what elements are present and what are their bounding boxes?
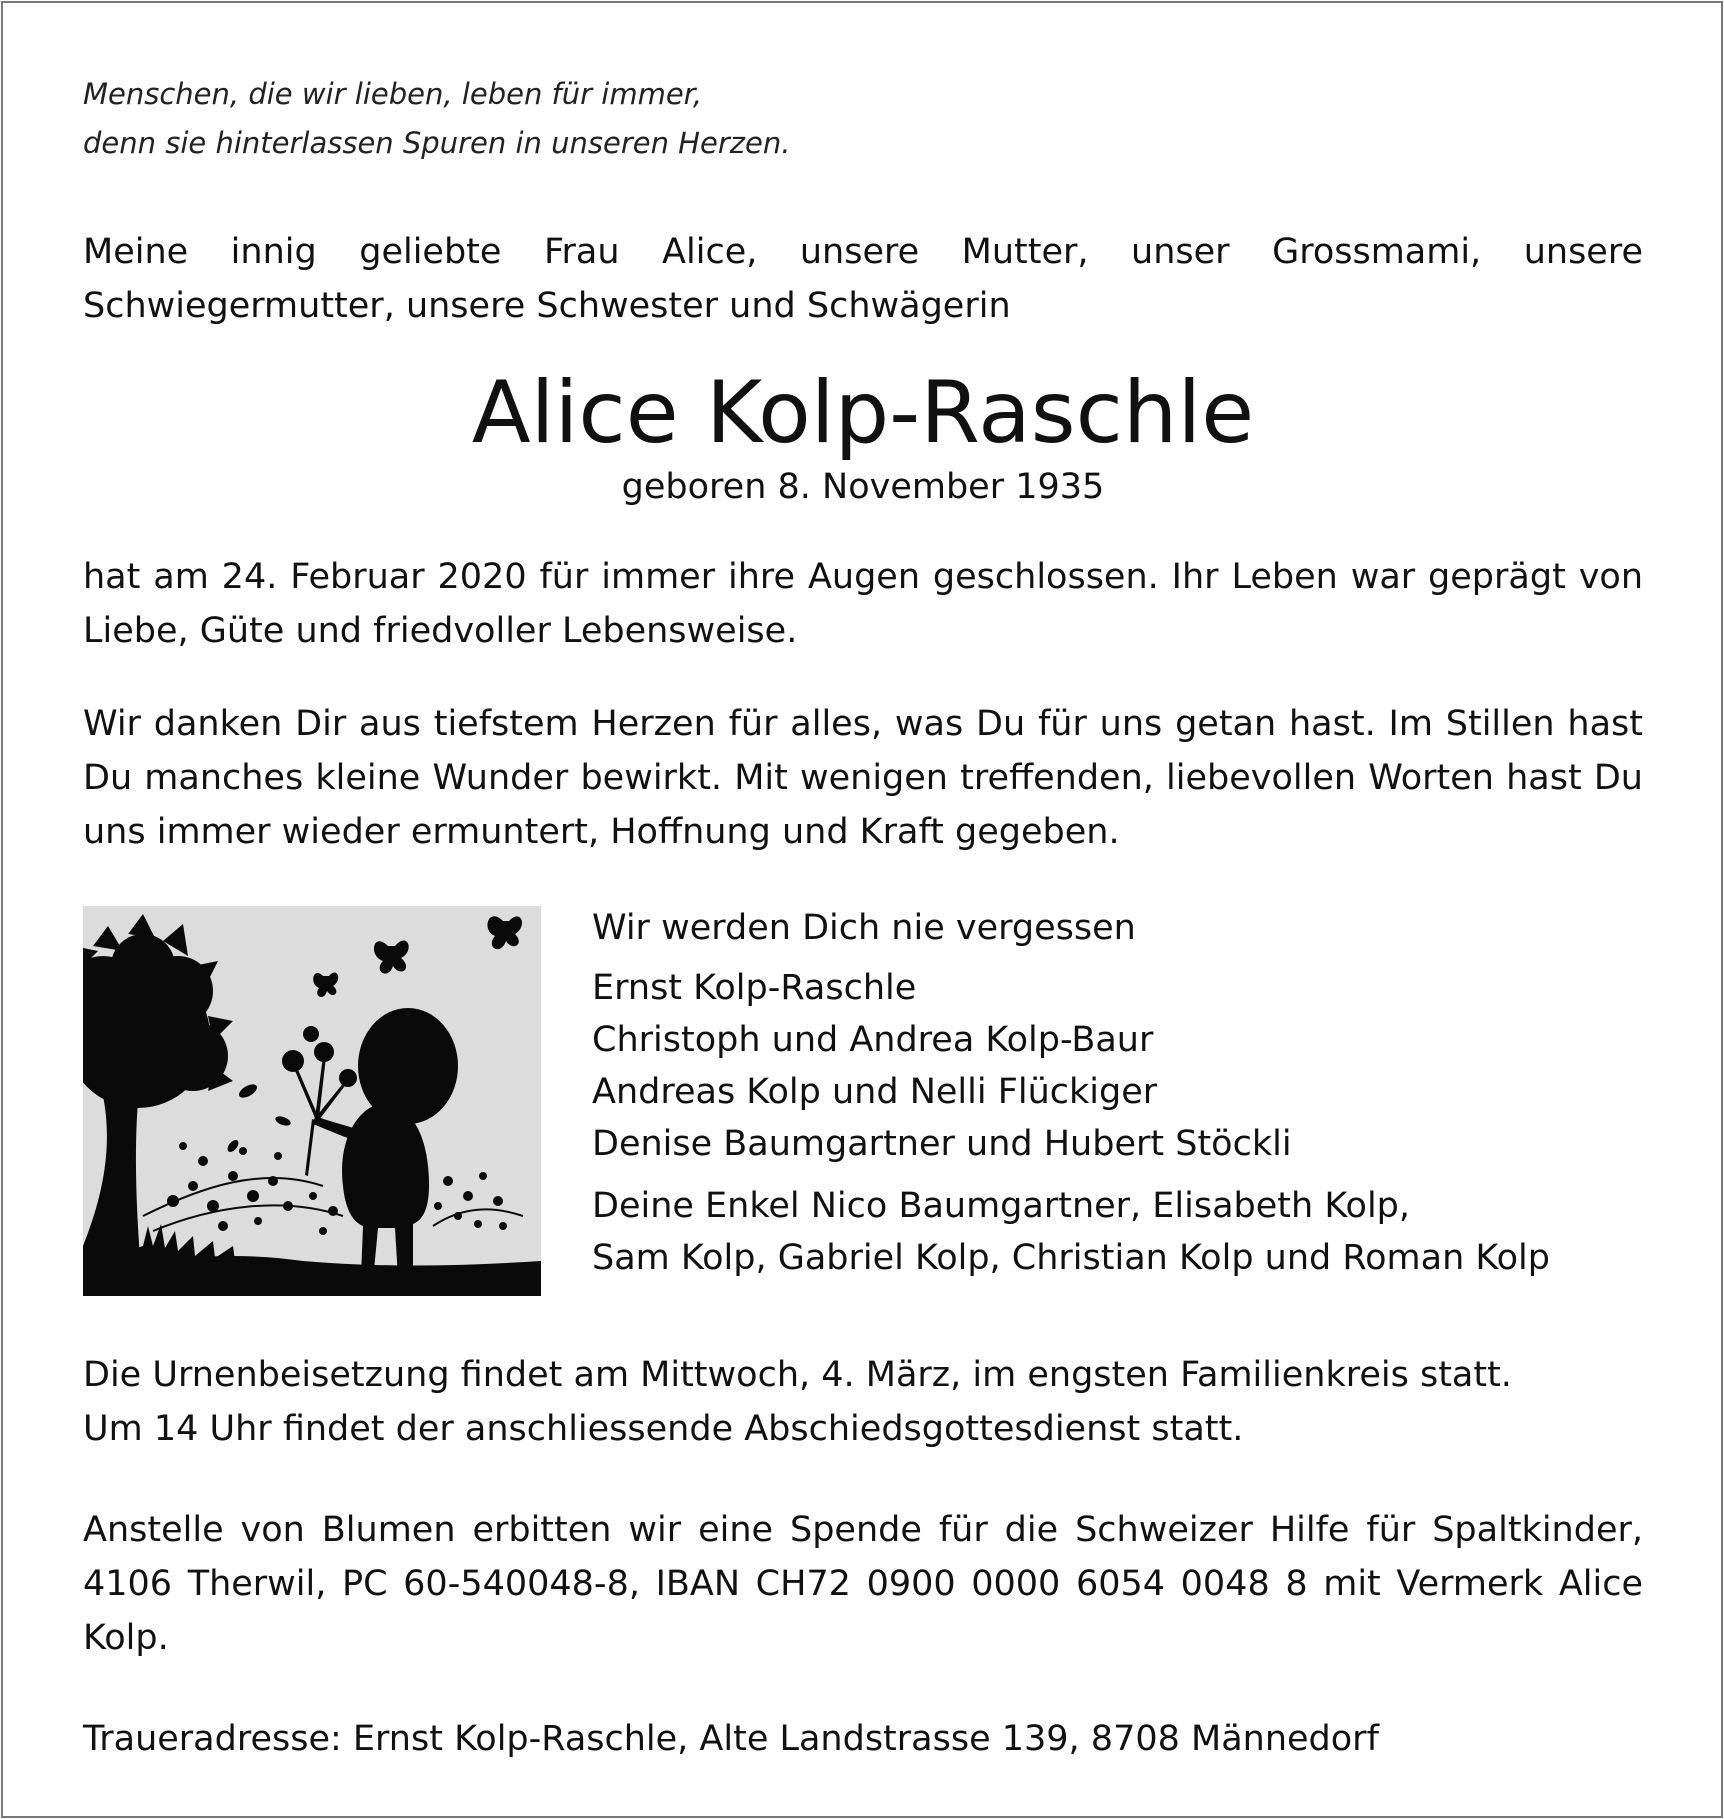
intro-text: Meine innig geliebte Frau Alice, unsere Mutter, unser Grossmami, unsere Schwiegermutter, unsere Schwester und Schwägerin xyxy=(83,232,1643,326)
family-members xyxy=(592,962,1652,1170)
signers-list xyxy=(592,902,1652,1284)
grandchildren xyxy=(592,1180,1652,1284)
family-member: Ernst Kolp-Raschle xyxy=(592,968,917,1008)
grandchildren-line: Sam Kolp, Gabriel Kolp, Christian Kolp und Roman Kolp xyxy=(592,1238,1550,1278)
death-text: hat am 24. Februar 2020 für immer ihre Augen geschlossen. Ihr Leben war geprägt von Liebe, Güte und friedvoller Lebensweise. xyxy=(83,557,1643,651)
family-member: Denise Baumgartner und Hubert Stöckli xyxy=(592,1124,1292,1164)
family-member: Christoph und Andrea Kolp-Baur xyxy=(592,1020,1154,1060)
birth-date: geboren 8. November 1935 xyxy=(621,467,1105,507)
mourning-address: Traueradresse: Ernst Kolp-Raschle, Alte Landstrasse 139, 8708 Männedorf xyxy=(83,1719,1379,1759)
donation-text: Anstelle von Blumen erbitten wir eine Spende für die Schweizer Hilfe für Spaltkinder, 4106 Therwil, PC 60-540048-8, IBAN CH72 0900 0000 6054 0048 8 mit Vermerk Alice Kolp. xyxy=(83,1510,1643,1658)
burial-text xyxy=(83,1348,1643,1456)
closing-line: Wir werden Dich nie vergessen xyxy=(592,908,1136,948)
burial-line-2: Um 14 Uhr findet der anschliessende Abschiedsgottesdienst statt. xyxy=(83,1409,1244,1449)
grandchildren-line: Deine Enkel Nico Baumgartner, Elisabeth Kolp, xyxy=(592,1186,1411,1226)
motto-line-1: Menschen, die wir lieben, leben für immer, xyxy=(83,77,703,111)
child-with-flowers-silhouette-icon xyxy=(83,906,541,1296)
family-member: Andreas Kolp und Nelli Flückiger xyxy=(592,1072,1158,1112)
obituary-content xyxy=(83,70,1643,1766)
signature-block xyxy=(83,906,1643,1298)
motto xyxy=(83,70,1643,168)
burial-line-1: Die Urnenbeisetzung findet am Mittwoch, 4. März, im engsten Familienkreis statt. xyxy=(83,1355,1512,1395)
motto-line-2: denn sie hinterlassen Spuren in unseren Herzen. xyxy=(83,126,791,160)
deceased-name: Alice Kolp-Raschle xyxy=(471,363,1255,463)
thanks-text: Wir danken Dir aus tiefstem Herzen für alles, was Du für uns getan hast. Im Stillen hast Du manches kleine Wunder bewirkt. Mit wenigen treffenden, liebevollen Worten hast Du uns immer wieder ermuntert, Hoffnung und Kraft gegeben. xyxy=(83,704,1643,852)
